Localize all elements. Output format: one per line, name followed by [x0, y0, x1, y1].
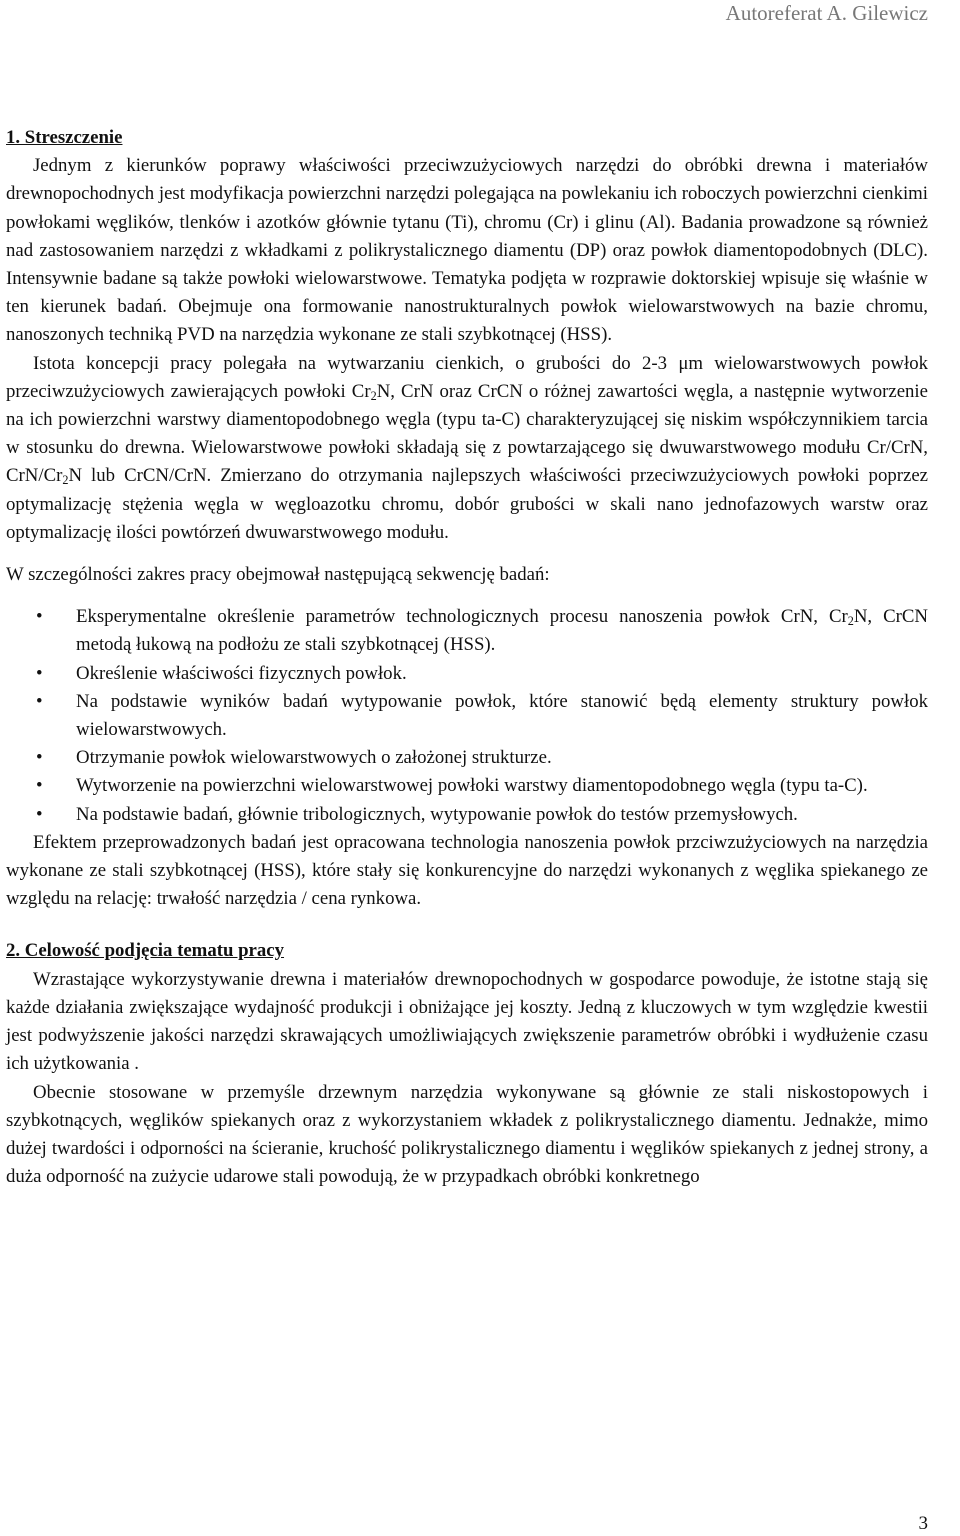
- section-2-heading: 2. Celowość podjęcia tematu pracy: [6, 940, 285, 962]
- document-body: [6, 124, 928, 1191]
- list-item: • Wytworzenie na powierzchni wielowarstwowej powłoki warstwy diamentopodobnego węgla (typu ta-C).: [76, 772, 928, 800]
- list-item: • Na podstawie wyników badań wytypowanie powłok, które stanowić będą elementy struktury powłok wielowarstwowych.: [76, 688, 928, 744]
- section-2-paragraph-2: Obecnie stosowane w przemyśle drzewnym narzędzia wykonywane są głównie ze stali niskostopowych i szybkotnących, węglików spiekanych oraz z wykorzystaniem wkładek z polikrystalicznego diamentu. Jednakże, mimo dużej twardości i odporności na ścieranie, kruchość polikrystalicznego diamentu i węglików spiekanych z jednej strony, a duża odporność na zużycie udarowe stali powodują, że w przypadkach obróbki konkretnego: [6, 1081, 928, 1188]
- section-1-heading: 1. Streszczenie: [6, 127, 123, 148]
- section-1-paragraph-1: Jednym z kierunków poprawy właściwości przeciwzużyciowych narzędzi do obróbki drewna i materiałów drewnopochodnych jest modyfikacja powierzchni narzędzi polegająca na powlekaniu ich roboczych powierzchni cienkimi powłokami węglików, tlenków i azotków głównie tytanu (Ti), chromu (Cr) i glinu (Al). Badania prowadzone są również nad zastosowaniem narzędzi z wkładkami z polikrystalicznego diamentu (DP) oraz powłok diamentopodobnych (DLC). Intensywnie badane są także powłoki wielowarstwowe. Tematyka podjęta w rozprawie doktorskiej wpisuje się właśnie w ten kierunek badań. Obejmuje ona formowanie nanostrukturalnych powłok wielowarstwowych na bazie chromu, nanoszonych techniką PVD na narzędzia wykonane ze stali szybkotnącej (HSS).: [6, 155, 928, 346]
- page-number: 3: [918, 1513, 928, 1534]
- running-head: Autoreferat A. Gilewicz: [725, 1, 928, 25]
- list-item: • Określenie właściwości fizycznych powłok.: [76, 660, 928, 688]
- section-1-paragraph-3: Efektem przeprowadzonych badań jest opracowana technologia nanoszenia powłok przciwzużyciowych na narzędzia wykonane ze stali szybkotnącej (HSS), które stały się konkurencyjne do narzędzi wykonanych z węglika spiekanego ze względu na relację: trwałość narzędzia / cena rynkowa.: [6, 831, 928, 910]
- section-1-paragraph-2: Istota koncepcji pracy polegała na wytwarzaniu cienkich, o grubości do 2-3 μm wielowarstwowych powłok przeciwzużyciowych zawierających powłoki $Cr_2N$, CrN oraz CrCN o różnej zawartości węgla, a następnie wytworzenie na ich powierzchni warstwy diamentopodobnego węgla (typu ta-C) charakteryzującej się niskim współczynnikiem tarcia w stosunku do drewna. Wielowarstwowe powłoki składają się z powtarzającego się dwuwarstwowego modułu Cr/CrN, CrN/$Cr_2N$ lub CrCN/CrN. Zmierzano do otrzymania najlepszych właściwości przeciwzużyciowych powłoki poprzez optymalizację stężenia węgla w węgloazotku chromu, dobór grubości w skali nano jednofazowych warstw oraz optymalizację ilości powtórzeń dwuwarstwowego modułu.: [6, 352, 928, 543]
- research-steps-list: [6, 603, 928, 829]
- research-scope-intro: W szczególności zakres pracy obejmował następującą sekwencję badań:: [6, 564, 550, 586]
- list-item: • Eksperymentalne określenie parametrów technologicznych procesu nanoszenia powłok CrN, $Cr_2N$, CrCN metodą łukową na podłożu ze stali szybkotnącej (HSS).: [76, 603, 928, 659]
- list-item: • Otrzymanie powłok wielowarstwowych o założonej strukturze.: [76, 744, 928, 772]
- section-2-paragraph-1: Wzrastające wykorzystywanie drewna i materiałów drewnopochodnych w gospodarce powoduje, że istotne stają się każde działania zwiększające wydajność produkcji i obniżające jej koszty. Jedną z kluczowych w tym względzie kwestii jest podwyższenie jakości narzędzi skrawających umożliwiających zwiększenie parametrów obróbki i wydłużenie czasu ich użytkowania .: [6, 968, 928, 1075]
- list-item: • Na podstawie badań, głównie tribologicznych, wytypowanie powłok do testów przemysłowych.: [76, 801, 928, 829]
